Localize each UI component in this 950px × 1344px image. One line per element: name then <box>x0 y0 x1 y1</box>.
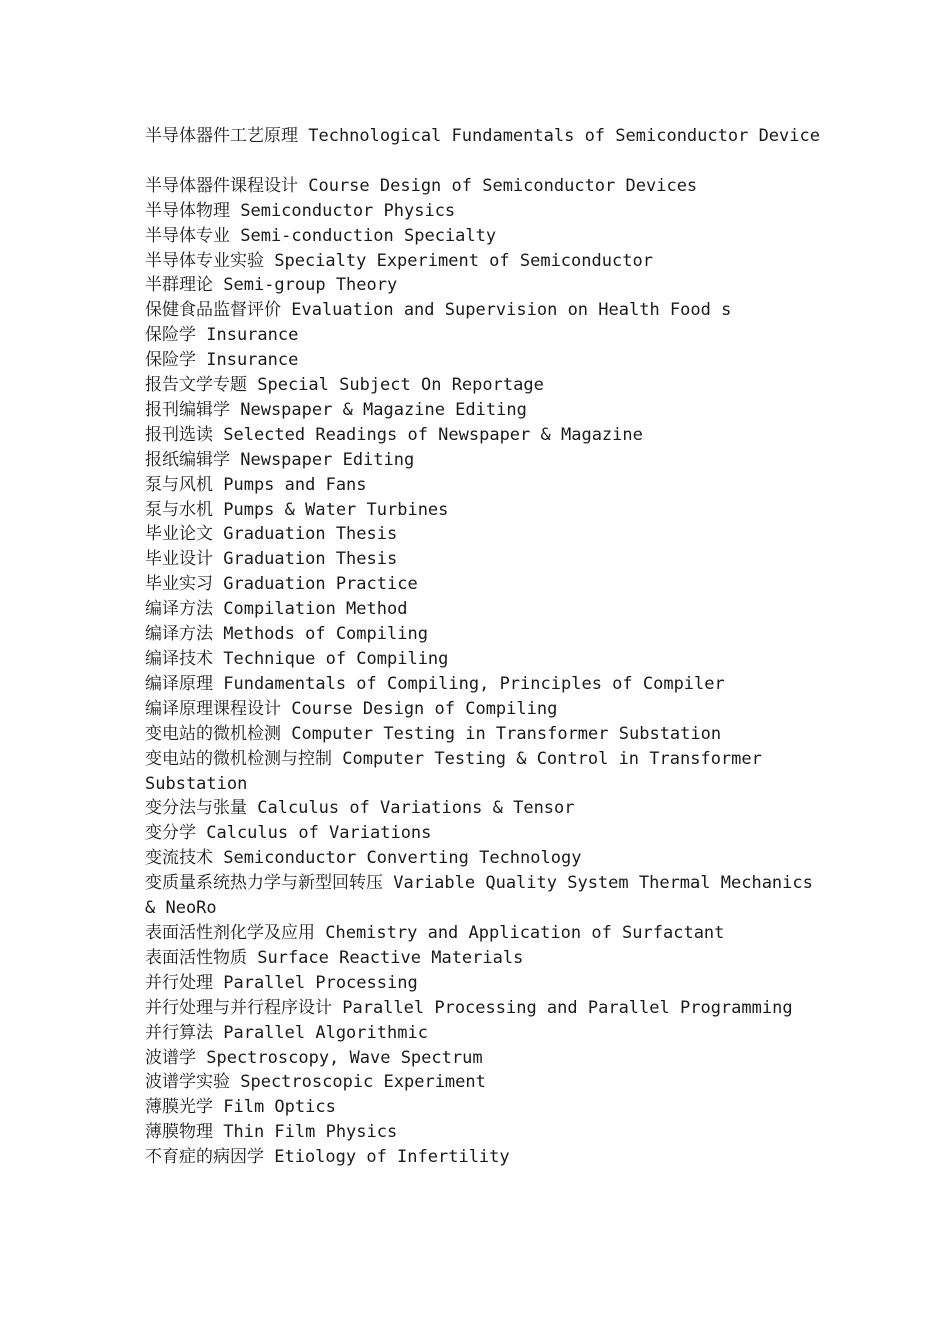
glossary-entry: 变电站的微机检测与控制 Computer Testing & Control in Transformer Substation <box>145 748 773 794</box>
glossary-entry: 毕业实习 Graduation Practice <box>145 574 418 595</box>
glossary-entry: 半导体专业实验 Specialty Experiment of Semiconductor <box>145 250 653 271</box>
glossary-entry: 并行算法 Parallel Algorithmic <box>145 1022 428 1043</box>
glossary-entry: 并行处理 Parallel Processing <box>145 972 418 993</box>
glossary-entry: 半导体器件工艺原理 Technological Fundamentals of Semiconductor Device <box>145 126 820 146</box>
glossary-entry: 保险学 Insurance <box>145 325 299 346</box>
glossary-entry: 保健食品监督评价 Evaluation and Supervision on Health Food s <box>145 300 732 321</box>
glossary-entry: 泵与风机 Pumps and Fans <box>145 474 367 495</box>
glossary-entry: 变流技术 Semiconductor Converting Technology <box>145 848 582 869</box>
glossary-entry: 变电站的微机检测 Computer Testing in Transformer Substation <box>145 723 722 744</box>
glossary-entry: 不育症的病因学 Etiology of Infertility <box>145 1147 510 1168</box>
glossary-entry: 波谱学实验 Spectroscopic Experiment <box>145 1072 486 1093</box>
glossary-entry: 薄膜物理 Thin Film Physics <box>145 1122 398 1143</box>
glossary-entry: 薄膜光学 Film Optics <box>145 1097 336 1118</box>
glossary-list <box>145 124 825 1170</box>
glossary-entry: 编译原理课程设计 Course Design of Compiling <box>145 698 558 719</box>
glossary-entry: 编译原理 Fundamentals of Compiling, Principles of Compiler <box>145 673 725 694</box>
glossary-entry: 保险学 Insurance <box>145 350 299 371</box>
glossary-entry: 半导体专业 Semi-conduction Specialty <box>145 225 497 246</box>
glossary-entry: 变质量系统热力学与新型回转压 Variable Quality System Thermal Mechanics & NeoRo <box>145 873 824 919</box>
glossary-entry: 表面活性物质 Surface Reactive Materials <box>145 947 524 968</box>
glossary-entry: 编译方法 Methods of Compiling <box>145 624 428 645</box>
glossary-entry: 毕业论文 Graduation Thesis <box>145 524 398 545</box>
glossary-entry: 变分学 Calculus of Variations <box>145 823 432 844</box>
glossary-entry: 报刊选读 Selected Readings of Newspaper & Magazine <box>145 424 643 445</box>
glossary-entry: 报纸编辑学 Newspaper Editing <box>145 449 415 470</box>
glossary-entry: 编译方法 Compilation Method <box>145 599 408 620</box>
glossary-entry: 编译技术 Technique of Compiling <box>145 649 449 670</box>
glossary-entry: 报告文学专题 Special Subject On Reportage <box>145 375 544 396</box>
glossary-entry: 毕业设计 Graduation Thesis <box>145 549 398 570</box>
glossary-entry: 半导体器件课程设计 Course Design of Semiconductor Devices <box>145 175 698 196</box>
glossary-entry: 报刊编辑学 Newspaper & Magazine Editing <box>145 399 527 420</box>
glossary-entry: 变分法与张量 Calculus of Variations & Tensor <box>145 798 575 819</box>
glossary-entry: 半导体物理 Semiconductor Physics <box>145 200 456 221</box>
glossary-entry: 半群理论 Semi-group Theory <box>145 275 398 296</box>
glossary-entry: 表面活性剂化学及应用 Chemistry and Application of Surfactant <box>145 922 725 943</box>
glossary-entry: 波谱学 Spectroscopy, Wave Spectrum <box>145 1047 483 1068</box>
glossary-entry: 泵与水机 Pumps & Water Turbines <box>145 499 449 520</box>
glossary-entry: 并行处理与并行程序设计 Parallel Processing and Parallel Programming <box>145 997 793 1018</box>
